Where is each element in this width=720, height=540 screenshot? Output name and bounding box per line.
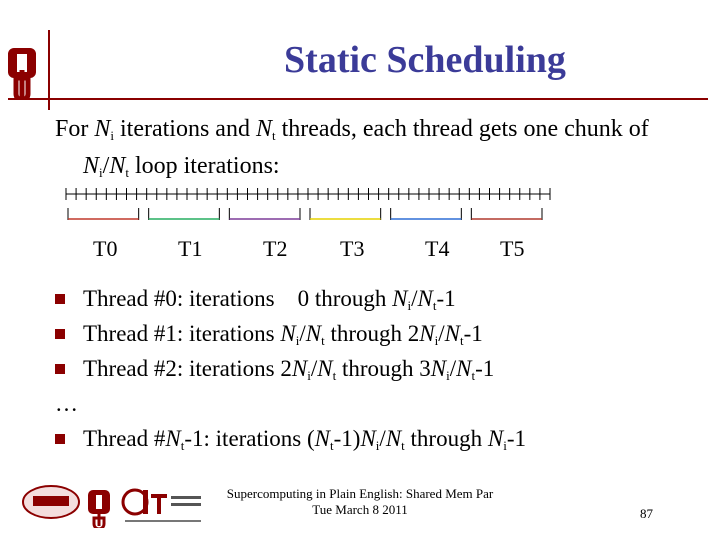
bullet-thread-1: Thread #1: iterations $N_i/N_t$ through $2N_i/N_t-1$ <box>55 318 705 353</box>
chunk-bracket-t0 <box>68 208 139 220</box>
bullet-square-icon <box>55 294 65 304</box>
bullet-thread-0: Thread #0: iterations 0 through $N_i/N_t-1$ <box>55 283 705 318</box>
bullet-thread-last: Thread $\#N_t-1$: iterations $(N_t-1)N_i/N_t$ through $N_i-1$ <box>55 423 705 458</box>
thread-label-t4: T4 <box>425 236 450 261</box>
bullet-square-icon <box>55 434 65 444</box>
chunk-bracket-t2 <box>229 208 300 220</box>
ellipsis-row: … <box>55 391 78 416</box>
oscer-logo <box>23 486 79 518</box>
bullet-square-icon <box>55 364 65 374</box>
ou-logo <box>8 40 48 100</box>
iteration-timeline <box>60 186 560 230</box>
thread-label-t1: T1 <box>178 236 203 261</box>
thread-label-t3: T3 <box>340 236 365 261</box>
chunk-bracket-t4 <box>391 208 462 220</box>
slide-title: Static Scheduling <box>284 39 566 81</box>
footer-logos <box>15 480 205 528</box>
bullet-square-icon <box>55 329 65 339</box>
footer-line-2: Tue March 8 2011 <box>312 502 408 517</box>
ou-it-logo <box>123 490 201 522</box>
bullet-list <box>55 283 705 458</box>
chunk-bracket-t3 <box>310 208 381 220</box>
footer-text <box>200 486 520 518</box>
footer-line-1: Supercomputing in Plain English: Shared Mem Par <box>226 486 494 501</box>
page-number: 87 <box>640 506 653 521</box>
thread-label-t5: T5 <box>500 236 525 261</box>
chunk-bracket-t5 <box>471 208 542 220</box>
chunk-bracket-t1 <box>149 208 220 220</box>
thread-label-t2: T2 <box>263 236 288 261</box>
intro-text: For $N_i$ iterations and $N_t$ threads, each thread gets one chunk of $N_i/N_t$ loop iterations: <box>55 116 649 180</box>
bullet-thread-2: Thread #2: iterations $2N_i/N_t$ through $3N_i/N_t-1$ <box>55 353 705 388</box>
title-horizontal-rule <box>8 98 708 100</box>
ou-small-logo <box>88 490 110 528</box>
thread-label-t0: T0 <box>93 236 118 261</box>
